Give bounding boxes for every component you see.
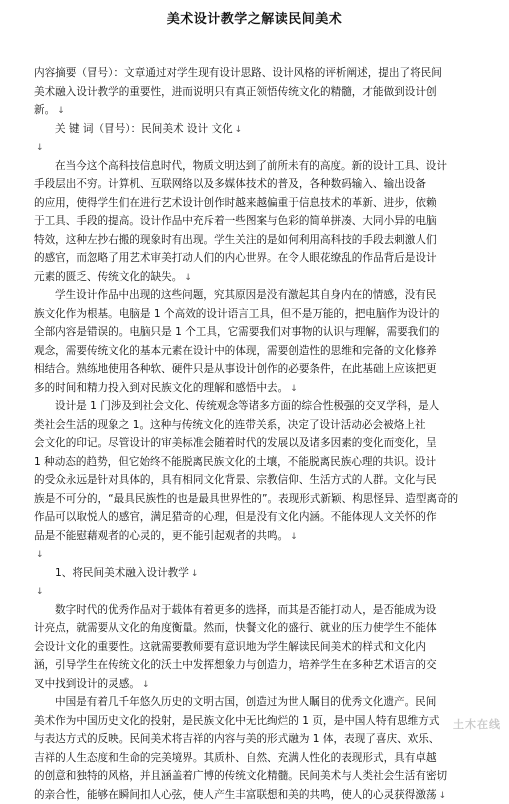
line-text: 元素的匮乏、传统文化的缺失。 [34,271,182,283]
line-text: 的亲合性，能够在瞬间扣人心弦，使人产生丰富联想和美的共鸣，使人的心灵获得激荡 [34,789,437,801]
line-text: 多的时间和精力投入到对民族文化的理解和感悟中去。 [34,382,288,394]
line-text: 类社会生活的现象之 1。这种与传统文化的连带关系，决定了设计活动必会被烙上社 [34,419,425,431]
line-text: 的创意和独特的风格，并且涵盖着广博的传统文化精髓。民间美术与人类社会生活有密切 [34,770,447,782]
document-title: 美术设计教学之解读民间美术 [0,8,509,27]
paragraph-mark-icon: ↓ [439,791,447,801]
text-line [34,175,494,194]
paragraph [34,286,494,397]
text-line [34,360,494,379]
paragraph-mark-icon: ↓ [36,143,44,153]
text-line [34,582,494,601]
text-line [34,508,494,527]
paragraph-mark-icon: ↓ [36,587,44,597]
text-line [34,712,494,731]
line-text: 在当今这个高科技信息时代，物质文明达到了前所未有的高度。新的设计工具、设计 [55,160,447,172]
line-text: 特效，这种左抄右搬的现象时有出现。学生关注的是如何利用高科技的手段去刺激人们 [34,234,437,246]
line-text: 会文化的印记。尽管设计的审美标准会随着时代的发展以及诸多因素的变化而变化，呈 [34,437,437,449]
text-line [34,268,494,287]
text-line [34,231,494,250]
line-text: 会设计文化的重要性。这就需要教师要有意识地为学生解读民间美术的样式和文化内 [34,641,426,653]
paragraph [34,120,494,139]
text-line [34,638,494,657]
text-line [34,564,494,583]
text-line [34,471,494,490]
paragraph [34,582,494,601]
text-line [34,416,494,435]
watermark: 土木在线 [453,716,501,732]
text-line [34,767,494,786]
line-text: 与表达方式的反映。民间美术将吉祥的内容与美的形式融为 1 体，表现了喜庆、欢乐、 [34,733,439,745]
line-text: 设计是 1 门涉及到社会文化、传统观念等诸多方面的综合性极强的交叉学科，是人 [55,400,439,412]
line-text: 作品可以取悦人的感官，满足猎奇的心理，但是没有文化内涵。不能体现人文关怀的作 [34,511,437,523]
line-text: 1、将民间美术融入设计教学 [55,567,189,579]
line-text: 观念，需要传统文化的基本元素在设计中的体现，需要创造性的思维和完备的文化修养 [34,345,437,357]
text-line [34,120,494,139]
text-line [34,656,494,675]
line-text: 学生设计作品中出现的这些问题，究其原因是没有激起其自身内在的情感，没有民 [55,289,436,301]
line-text: 的受众永远是针对具体的，具有相同文化背景、宗教信仰、生活方式的人群。文化与民 [34,474,437,486]
line-text: 计亮点，就需要从文化的角度衡量。然而，快餐文化的盛行、就业的压力使学生不能体 [34,622,437,634]
paragraph-mark-icon: ↓ [36,550,44,560]
text-line [34,157,494,176]
text-line [34,693,494,712]
paragraph [34,138,494,157]
line-text: 涵，引导学生在传统文化的沃土中发挥想象力与创造力，培养学生在多种艺术语言的交 [34,659,437,671]
line-text: 中国是有着几千年悠久历史的文明古国，创造过为世人瞩目的优秀文化遗产。民间 [55,696,436,708]
line-text: 全部内容是错误的。电脑只是 1 个工具，它需要我们对事物的认识与理解，需要我们的 [34,326,439,338]
text-line [34,601,494,620]
paragraph [34,545,494,564]
text-line [34,397,494,416]
line-text: 族是不可分的，“最具民族性的也是最具世界性的”。表现形式新颖、构思怪异、造型离奇的 [34,493,458,505]
line-text: 吉祥的人生态度和生命的完美境界。其质朴、自然、充满人性化的表现形式，具有卓越 [34,752,437,764]
line-text: 美术融入设计教学的重要性，进而说明只有真正领悟传统文化的精髓，才能做到设计创 [34,86,437,98]
paragraph-mark-icon: ↓ [290,384,298,394]
paragraph [34,601,494,694]
paragraph [34,397,494,545]
line-text: 1 种动态的趋势，但它始终不能脱离民族文化的土壤，不能脱离民族心理的共识。设计 [34,456,436,468]
paragraph-mark-icon: ↓ [184,273,192,283]
text-line [34,379,494,398]
text-line [34,749,494,768]
paragraph-mark-icon: ↓ [142,680,150,690]
text-line [34,64,494,83]
paragraph [34,157,494,287]
text-line [34,453,494,472]
line-text: 手段层出不穷。计算机、互联网络以及多媒体技术的普及，各种数码输入、输出设备 [34,178,426,190]
text-line [34,527,494,546]
paragraph [34,64,494,120]
line-text: 内容摘要（冒号）：文章通过对学生现有设计思路、设计风格的评析阐述，提出了将民间 [34,67,442,79]
paragraph-mark-icon: ↓ [191,569,199,579]
line-text: 的感官，而忽略了用艺术审美打动人们的内心世界。在令人眼花缭乱的作品背后是设计 [34,252,437,264]
text-line [34,342,494,361]
line-text: 关 键 词（冒号）：民间美术 设计 文化 [55,123,233,135]
line-text: 叉中找到设计的灵感。 [34,678,140,690]
paragraph-mark-icon: ↓ [235,125,243,135]
text-line [34,249,494,268]
line-text: 的应用，使得学生们在进行艺术设计创作时越来越偏重于信息技术的革新、进步，依赖 [34,197,437,209]
line-text: 数字时代的优秀作品对于载体有着更多的选择，而其是否能打动人，是否能成为设 [55,604,436,616]
text-line [34,305,494,324]
text-line [34,545,494,564]
line-text: 于工具、手段的提高。设计作品中充斥着一些图案与色彩的简单拼凑、大同小异的电脑 [34,215,437,227]
text-line [34,323,494,342]
text-line [34,786,494,804]
line-text: 族文化作为根基。电脑是 1 个高效的设计语言工具，但不是万能的，把电脑作为设计的 [34,308,439,320]
text-line [34,138,494,157]
text-line [34,490,494,509]
text-line [34,730,494,749]
text-line [34,101,494,120]
text-line [34,212,494,231]
text-line [34,286,494,305]
text-line [34,675,494,694]
line-text: 品是不能慰藉观者的心灵的，更不能引起观者的共鸣。 [34,530,288,542]
line-text: 相结合。熟练地使用各种软、硬件只是从事设计创作的必要条件，在此基础上应该把更 [34,363,437,375]
paragraph-mark-icon: ↓ [290,532,298,542]
paragraph-mark-icon: ↓ [57,106,65,116]
paragraph [34,693,494,804]
text-line [34,434,494,453]
line-text: 新。 [34,104,55,116]
section-heading [34,564,494,583]
text-line [34,194,494,213]
text-line [34,83,494,102]
text-line [34,619,494,638]
line-text: 美术作为中国历史文化的投射，是民族文化中无比绚烂的 1 页，是中国人特有思维方式 [34,715,439,727]
